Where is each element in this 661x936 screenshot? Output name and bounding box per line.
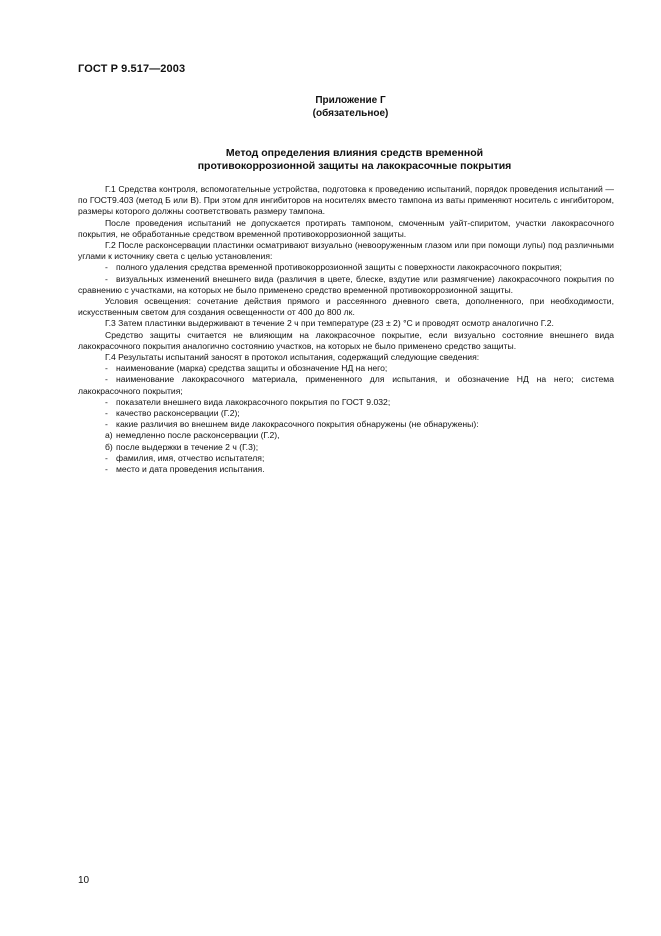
- paragraph-g4: Г.4 Результаты испытаний заносят в протокол испытания, содержащий следующие сведения:: [105, 352, 480, 363]
- list-item: [78, 274, 614, 296]
- dash-marker: -: [105, 419, 108, 430]
- list-item-text: место и дата проведения испытания.: [116, 464, 265, 475]
- list-item: [78, 453, 614, 464]
- dash-marker: -: [105, 464, 108, 475]
- list-item: [78, 397, 614, 408]
- list-item: [78, 419, 614, 430]
- letter-marker: а): [105, 430, 113, 441]
- dash-marker: -: [105, 273, 108, 284]
- paragraph-g3-criterion: Средство защиты считается не влияющим на лакокрасочное покрытие, если визуально состояние внешнего вида лакокрасочного покрытия аналогично состоянию участков, на которых не было применено средство защиты.: [78, 329, 614, 351]
- section-title-line2: противокоррозионной защиты на лакокрасочные покрытия: [197, 160, 512, 172]
- list-item: [78, 464, 614, 475]
- letter-marker: б): [105, 441, 113, 452]
- appendix-status: (обязательное): [312, 108, 389, 119]
- appendix-title: Приложение Г: [315, 95, 386, 106]
- list-item: [78, 374, 614, 396]
- list-item-text: какие различия во внешнем виде лакокрасочного покрытия обнаружены (не обнаружены):: [116, 419, 479, 430]
- paragraph-g1-note: После проведения испытаний не допускается протирать тампоном, смоченным уайт-спиритом, участки лакокрасочного покрытия, не обработанные средством временной противокоррозионной защиты.: [78, 217, 614, 239]
- section-title-line1: Метод определения влияния средств временной: [225, 147, 484, 159]
- list-item-text: показатели внешнего вида лакокрасочного покрытия по ГОСТ 9.032;: [116, 396, 391, 407]
- sub-list-item: [78, 430, 614, 441]
- dash-marker: -: [105, 408, 108, 419]
- paragraph-g2: Г.2 После расконсервации пластинки осматривают визуально (невооруженным глазом или при помощи лупы) под различными углами к источнику света с целью установления:: [78, 240, 614, 262]
- dash-marker: -: [105, 396, 108, 407]
- list-item-text: качество расконсервации (Г.2);: [116, 408, 240, 419]
- dash-marker: -: [105, 363, 108, 374]
- document-body: [78, 184, 614, 475]
- list-item: [78, 363, 614, 374]
- list-item: [78, 408, 614, 419]
- sub-list-item: [78, 442, 614, 453]
- list-item-text: полного удаления средства временной противокоррозионной защиты с поверхности лакокрасочного покрытия;: [116, 262, 562, 273]
- dash-marker: -: [105, 374, 108, 385]
- paragraph-g1: Г.1 Средства контроля, вспомогательные устройства, подготовка к проведению испытаний, порядок проведения испытаний — по ГОСТ9.403 (метод Б или В). При этом для ингибиторов на носителях вместо тампона из ваты применяют носитель с ингибитором, размеры которого должны соответствовать размеру тампона.: [78, 184, 614, 217]
- document-code: ГОСТ Р 9.517—2003: [78, 63, 186, 75]
- dash-marker: -: [105, 452, 108, 463]
- list-item-text: наименование лакокрасочного материала, примененного для испытания, и обозначение НД на него; система лакокрасочного покрытия;: [78, 374, 614, 396]
- page-number: 10: [78, 875, 90, 886]
- sub-list-item-text: после выдержки в течение 2 ч (Г.3);: [116, 441, 259, 452]
- list-item-text: наименование (марка) средства защиты и обозначение НД на него;: [116, 363, 388, 374]
- paragraph-g3: Г.3 Затем пластинки выдерживают в течение 2 ч при температуре (23 ± 2) °С и проводят осмотр аналогично Г.2.: [105, 318, 554, 329]
- list-item-text: визуальных изменений внешнего вида (различия в цвете, блеске, вздутие или размягчение) лакокрасочного покрытия по сравнению с участками, на которых не было применено средство временной противокоррозионной защиты.: [78, 273, 614, 295]
- list-item: [78, 262, 614, 273]
- sub-list-item-text: немедленно после расконсервации (Г.2),: [116, 430, 280, 441]
- dash-marker: -: [105, 262, 108, 273]
- list-item-text: фамилия, имя, отчество испытателя;: [116, 452, 265, 463]
- paragraph-lighting: Условия освещения: сочетание действия прямого и рассеянного дневного света, дополненного, при необходимости, искусственным светом для создания освещенности от 400 до 800 лк.: [78, 296, 614, 318]
